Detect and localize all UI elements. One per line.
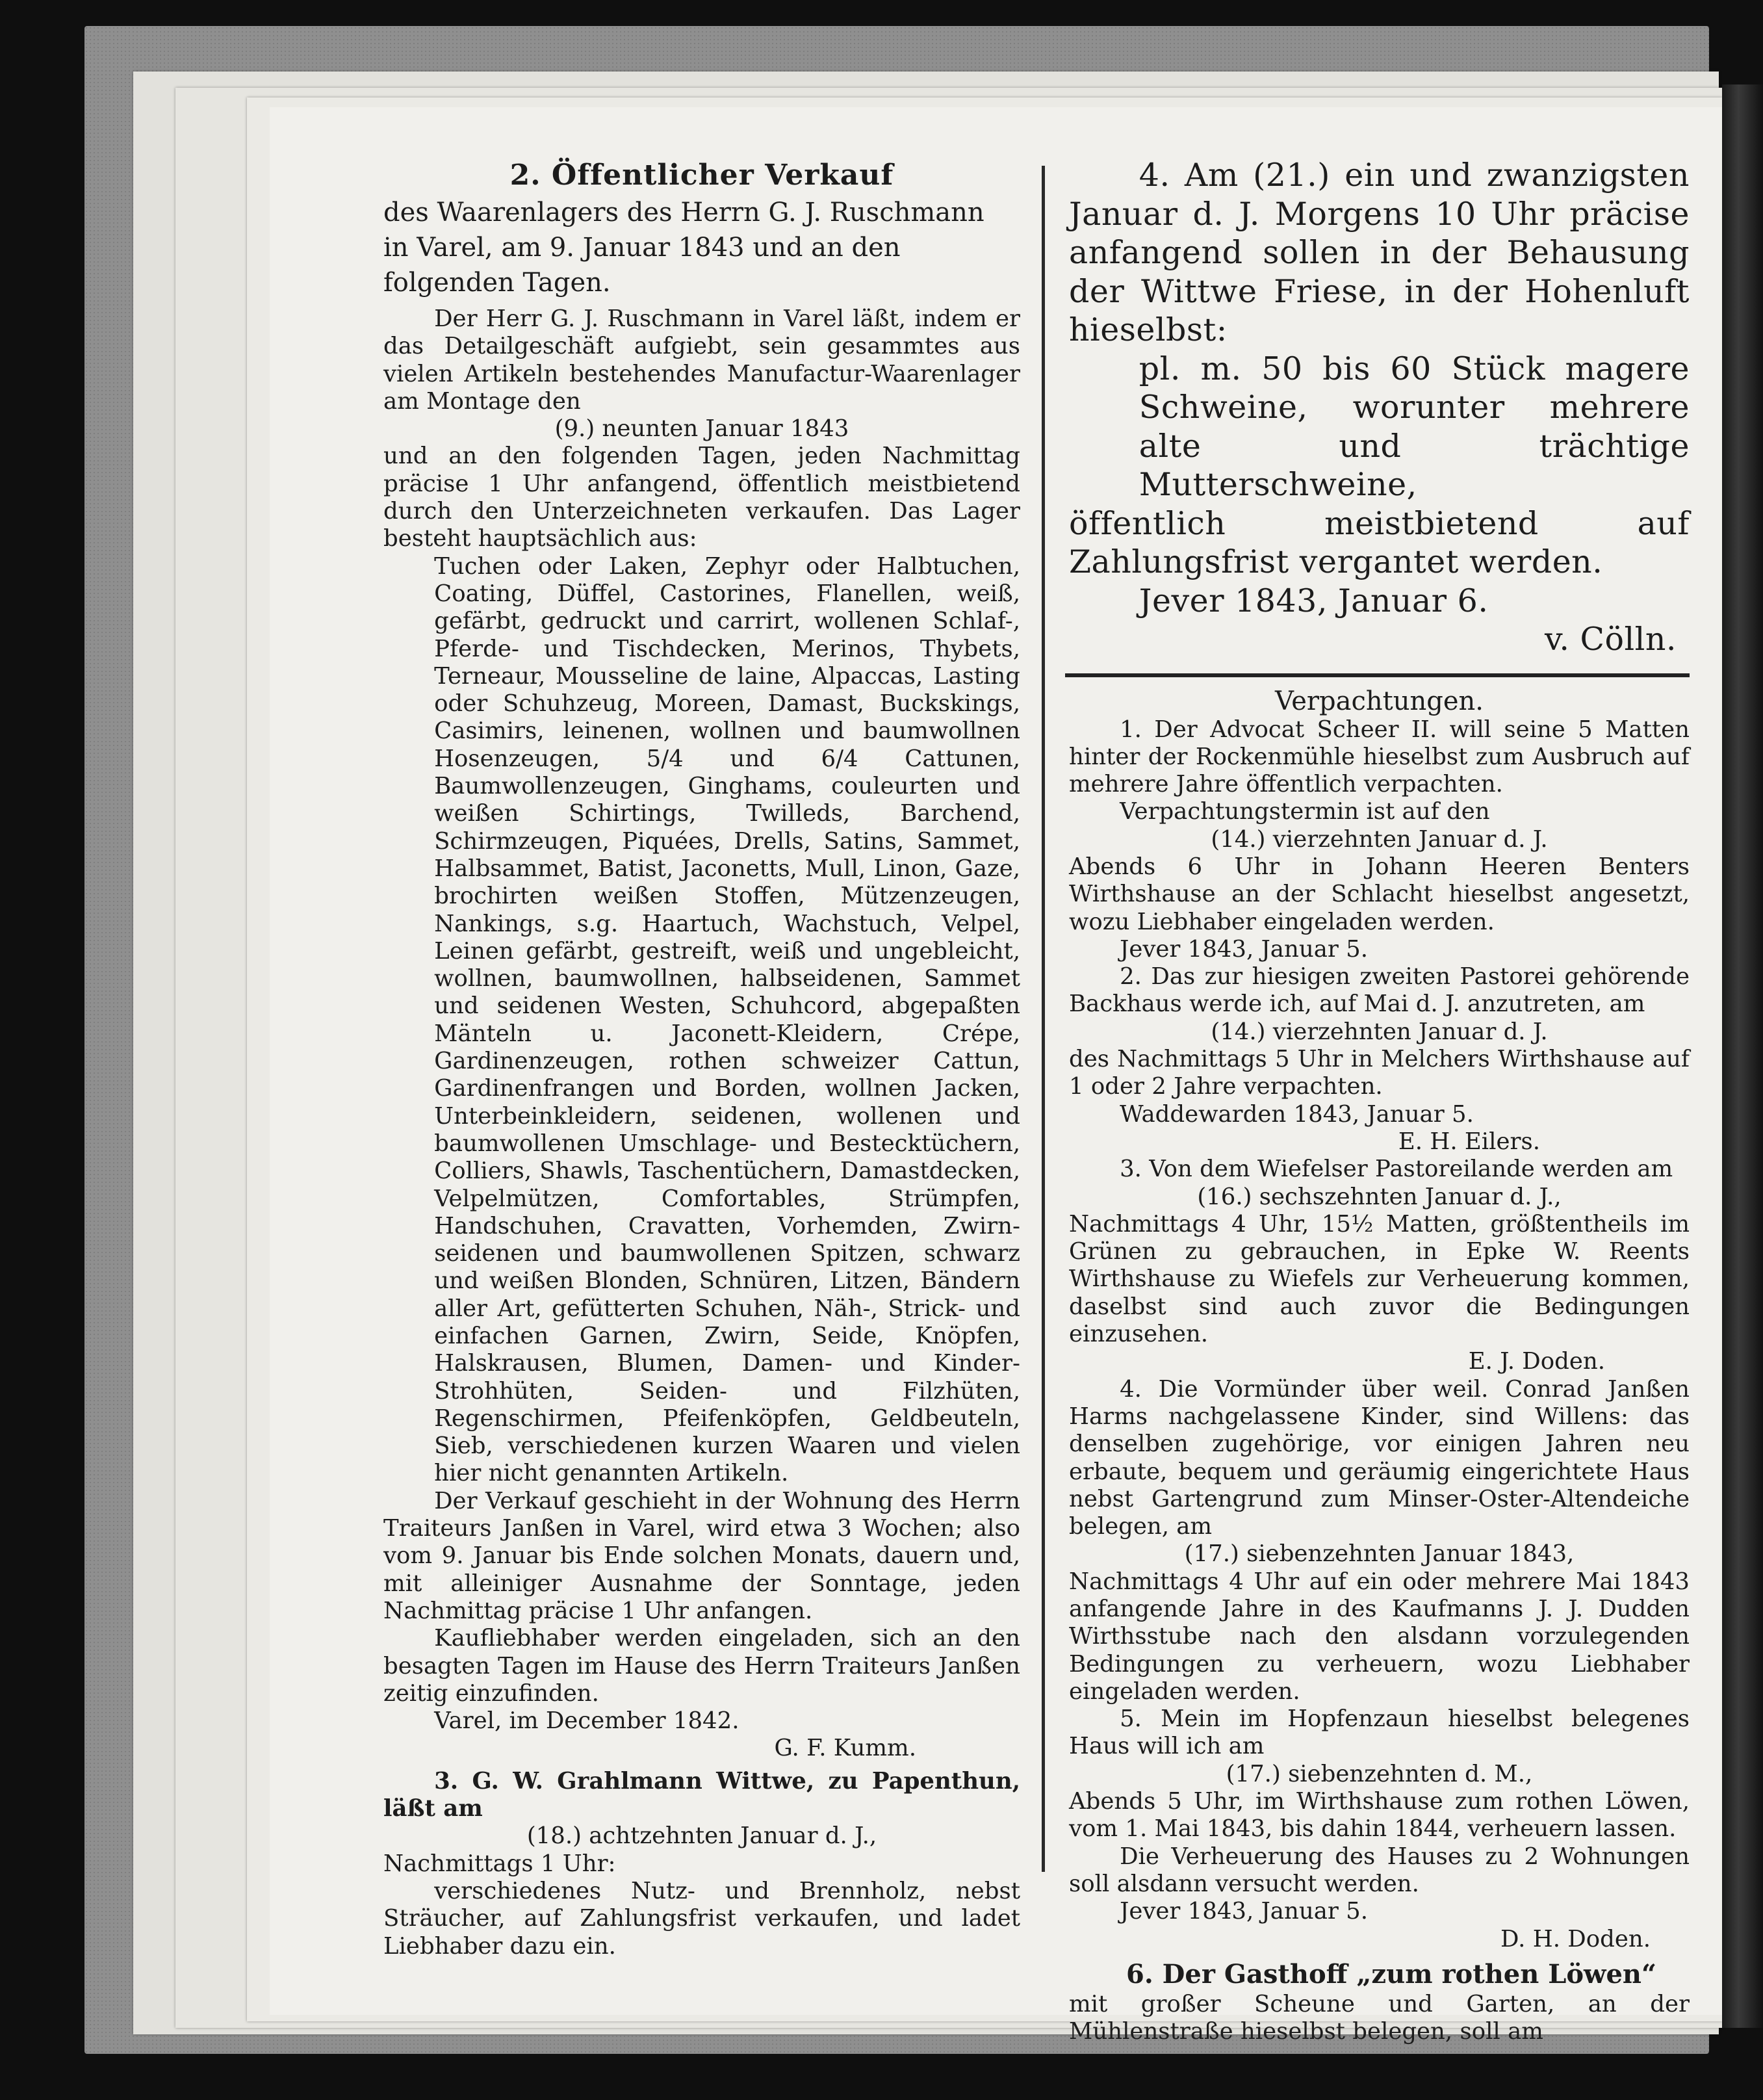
section-2-subtitle-line-1: des Waarenlagers des Herrn G. J. Ruschmann [383, 198, 984, 227]
lease-5-place-date: Jever 1843, Januar 5. [1120, 1898, 1368, 1925]
lease-3-body: Nachmittags 4 Uhr, 15½ Matten, größtentheils im Grünen zu gebrauchen, in Epke W. Reents Wirthshause zu Wiefels zur Verheuerung kommen, daselbst sind auch zuvor die Bedingungen einzusehen. [1069, 1210, 1690, 1348]
section-3-intro: 3. G. W. Grahlmann Wittwe, zu Papenthun, läßt am [383, 1767, 1020, 1822]
section-2-title: 2. Öffentlicher Verkauf [509, 159, 894, 192]
section-3-date: (18.) achtzehnten Januar d. J., [526, 1822, 877, 1850]
left-column [383, 156, 1020, 1960]
section-3-body: verschiedenes Nutz- und Brennholz, nebst Sträucher, auf Zahlungsfrist verkaufen, und ladet Liebhaber dazu ein. [383, 1877, 1020, 1960]
column-divider [1042, 166, 1045, 1872]
verpachtungen-heading: Verpachtungen. [1275, 686, 1484, 716]
lease-3-intro: 3. Von dem Wiefelser Pastoreilande werden am [1120, 1156, 1673, 1183]
section-rule [1065, 673, 1690, 677]
lease-4-body: Nachmittags 4 Uhr auf ein oder mehrere Mai 1843 anfangende Jahre in des Kaufmanns J. J. Dudden Wirthsstube nach den alsdann vorzulegenden Bedingungen zu verheuern, wozu Liebhaber eingeladen werden. [1069, 1568, 1690, 1705]
lease-1-body: Abends 6 Uhr in Johann Heeren Benters Wirthshause an der Schlacht hieselbst angesetzt, wozu Liebhaber eingeladen werden. [1069, 853, 1690, 935]
lease-2-intro: 2. Das zur hiesigen zweiten Pastorei gehörende Backhaus werde ich, auf Mai d. J. anzutreten, am [1069, 963, 1690, 1018]
lease-5-body: Abends 5 Uhr, im Wirthshause zum rothen Löwen, vom 1. Mai 1843, bis dahin 1844, verheuern lassen. [1069, 1788, 1690, 1843]
lease-6-title: 6. Der Gasthoff „zum rothen Löwen“ [1126, 1958, 1657, 1990]
lease-1-date: (14.) vierzehnten Januar d. J. [1211, 825, 1548, 853]
lease-6-body: mit großer Scheune und Garten, an der Mühlenstraße hieselbst belegen, soll am [1069, 1990, 1690, 2045]
lease-4-intro: 4. Die Vormünder über weil. Conrad Janßen Harms nachgelassene Kinder, sind Willens: das denselben zugehörige, vor einigen Jahren neu erbaute, bequem und geräumig eingerichtete Haus nebst Gartengrund zum Minser-Oster-Altendeiche belegen, am [1069, 1375, 1690, 1540]
section-2-article-list: Tuchen oder Laken, Zephyr oder Halbtuchen, Coating, Düffel, Castorines, Flanellen, weiß, gefärbt, gedruckt und carrirt, wollenen Schlaf-, Pferde- und Tischdecken, Merinos, Thybets, Terneaur, Mousseline de laine, Alpaccas, Lasting oder Schuhzeug, Moreen, Damast, Buckskings, Casimirs, leinenen, wollnen und baumwollnen Hosenzeugen, 5/4 und 6/4 Cattunen, Baumwollenzeugen, Ginghams, couleurten und weißen Schirtings, Twilleds, Barchend, Schirmzeugen, Piquées, Drells, Satins, Sammet, Halbsammet, Batist, Jaconetts, Mull, Linon, Gaze, brochirten weißen Stoffen, Mützenzeugen, Nankings, s.g. Haartuch, Wachstuch, Velpel, Leinen gefärbt, gestreift, weiß und ungebleicht, wollnen, baumwollnen, halbseidenen, Sammet und seidenen Westen, Schuhcord, abgepaßten Mänteln u. Jaconett-Kleidern, Crépe, Gardinenzeugen, rothen schweizer Cattun, Gardinenfrangen und Borden, wollnen Jacken, Unterbeinkleidern, seidenen, wollenen und baumwollenen Umschlage- und Bestecktüchern, Colliers, Shawls, Taschentüchern, Damastdecken, Velpelmützen, Comfortables, Strümpfen, Handschuhen, Cravatten, Vorhemden, Zwirn-seidenen und baumwollenen Spitzen, schwarz und weißen Blonden, Schnüren, Litzen, Bändern aller Art, gefütterten Schuhen, Näh-, Strick- und einfachen Garnen, Zwirn, Seide, Knöpfen, Halskrausen, Blumen, Damen- und Kinder-Strohhüten, Seiden- und Filzhüten, Regenschirmen, Pfeifenköpfen, Geldbeuteln, Sieb, verschiedenen kurzen Waaren und vielen hier nicht genannten Artikeln. [434, 552, 1020, 1487]
lease-2-place-date: Waddewarden 1843, Januar 5. [1120, 1100, 1474, 1128]
lease-4-date: (17.) siebenzehnten Januar 1843, [1184, 1540, 1575, 1568]
lease-3-date: (16.) sechszehnten Januar d. J., [1197, 1183, 1562, 1210]
lease-5-date: (17.) siebenzehnten d. M., [1226, 1760, 1533, 1787]
lease-1-place-date: Jever 1843, Januar 5. [1120, 935, 1368, 963]
section-2-subtitle-line-2: in Varel, am 9. Januar 1843 und an den [383, 233, 901, 263]
section-4-intro: 4. Am (21.) ein und zwanzigsten Januar d. J. Morgens 10 Uhr präcise anfangend sollen in der Behausung der Wittwe Friese, in der Hohenluft hieselbst: [1069, 157, 1690, 348]
lease-5-signature: D. H. Doden. [1500, 1925, 1651, 1952]
book-gutter [1722, 84, 1763, 2028]
section-4-signature: v. Cölln. [1545, 621, 1677, 658]
lease-1-term: Verpachtungstermin ist auf den [1120, 798, 1490, 825]
section-2-invitation: Kaufliebhaber werden eingeladen, sich an den besagten Tagen im Hause des Herrn Traiteurs Janßen zeitig einzufinden. [383, 1625, 1020, 1707]
lease-2-body: des Nachmittags 5 Uhr in Melchers Wirthshause auf 1 oder 2 Jahre verpachten. [1069, 1046, 1690, 1100]
section-2-intro: Der Herr G. J. Ruschmann in Varel läßt, indem er das Detailgeschäft aufgiebt, sein gesammtes aus vielen Artikeln bestehendes Manufactur-Waarenlager am Montage den [383, 305, 1020, 415]
section-2-signature: G. F. Kumm. [774, 1735, 916, 1762]
lease-1-intro: 1. Der Advocat Scheer II. will seine 5 Matten hinter der Rockenmühle hieselbst zum Ausbruch auf mehrere Jahre öffentlich verpachten. [1069, 716, 1690, 798]
section-2-subtitle-line-3: folgenden Tagen. [383, 268, 611, 298]
section-2-sale-details: Der Verkauf geschieht in der Wohnung des Herrn Traiteurs Janßen in Varel, wird etwa 3 Wochen; also vom 9. Januar bis Ende solchen Monats, dauern und, mit alleiniger Ausnahme der Sonntage, jeden Nachmittag präcise 1 Uhr anfangen. [383, 1487, 1020, 1624]
section-3-time: Nachmittags 1 Uhr: [383, 1850, 616, 1877]
section-2-date: (9.) neunten Januar 1843 [554, 415, 849, 443]
section-4-goods: pl. m. 50 bis 60 Stück magere Schweine, worunter mehrere alte und trächtige Mutterschweine, [1139, 350, 1690, 503]
section-4-terms: öffentlich meistbietend auf Zahlungsfrist vergantet werden. [1069, 504, 1690, 580]
section-2-place-date: Varel, im December 1842. [434, 1707, 740, 1735]
lease-3-signature: E. J. Doden. [1468, 1348, 1605, 1375]
lease-2-signature: E. H. Eilers. [1398, 1128, 1540, 1155]
lease-5-intro: 5. Mein im Hopfenzaun hieselbst belegenes Haus will ich am [1069, 1705, 1690, 1760]
lease-5-note: Die Verheuerung des Hauses zu 2 Wohnungen soll alsdann versucht werden. [1069, 1843, 1690, 1897]
right-column [1069, 156, 1690, 2045]
section-2-body: und an den folgenden Tagen, jeden Nachmittag präcise 1 Uhr anfangend, öffentlich meistbietend durch den Unterzeichneten verkaufen. Das Lager besteht hauptsächlich aus: [383, 443, 1020, 552]
lease-2-date: (14.) vierzehnten Januar d. J. [1211, 1018, 1548, 1045]
section-4-place-date: Jever 1843, Januar 6. [1139, 582, 1489, 619]
